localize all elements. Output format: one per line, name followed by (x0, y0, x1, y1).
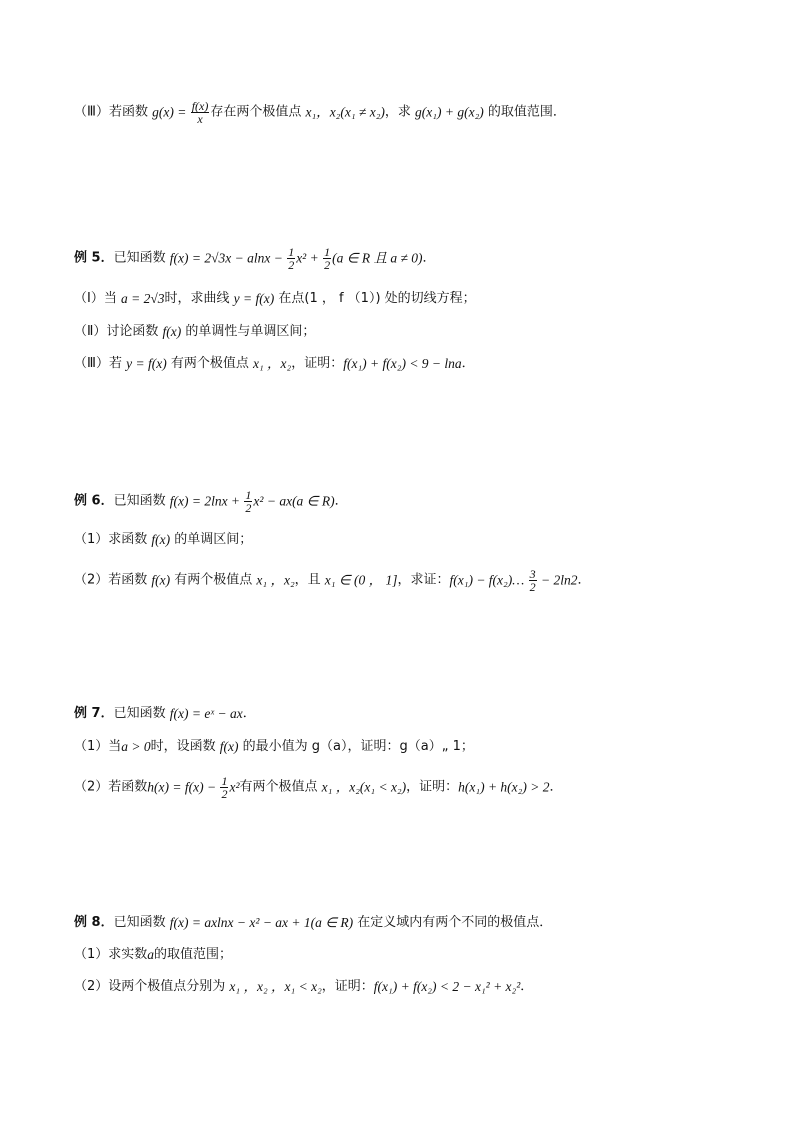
ex7-q2-end: ． (549, 779, 563, 795)
ex4-q3-x1: x₁， (305, 104, 330, 120)
ex6-q2-frac-den: 2 (529, 580, 536, 594)
ex6-q2-math: f(x) (151, 572, 171, 588)
ex4-q3-fraction (191, 100, 210, 125)
ex6-q2-b: 有两个极值点 (170, 572, 257, 588)
ex4-q3-prefix: （Ⅲ）若函数 (74, 104, 153, 120)
ex5-q1-math: a = 2√3 (120, 291, 165, 306)
ex7-q2-math2: h(x₁) + h(x₂) > 2 (458, 779, 550, 795)
ex7-q2-a: （2）若函数 (74, 779, 148, 795)
ex6-frac-num: 1 (245, 488, 252, 502)
ex5-stem (74, 246, 436, 271)
ex5-q1-b: 时，求曲线 (164, 291, 234, 306)
ex7-q2-b: 有两个极值点 (239, 779, 322, 795)
ex5-f-c: (a ∈ R 且 a ≠ 0) (332, 250, 423, 266)
ex5-frac1 (287, 246, 295, 271)
ex5-q3-math2: f(x₁) + f(x₂) < 9 − lna (343, 356, 462, 371)
ex6-q2-frac (529, 568, 537, 593)
ex8-f: f(x) = axlnx − x² − ax + 1(a ∈ R) (169, 915, 354, 930)
ex8-q2-end: ． (520, 979, 534, 994)
ex6-question-2 (74, 568, 591, 593)
ex4-q3-tail-b: 的取值范围． (483, 104, 566, 120)
ex4-q3-tail-a: ，求 (384, 104, 416, 120)
ex5-q3-c: ，证明： (291, 356, 344, 371)
ex4-q3-frac-den: x (197, 112, 203, 126)
ex7-q2-x: x₁ ，x₂(x₁ < x₂) (321, 779, 407, 795)
ex5-intro: 已知函数 (113, 250, 170, 266)
ex4-q3-frac-num: f(x) (191, 99, 209, 113)
ex7-q1-b: 时，设函数 (150, 739, 220, 754)
ex8-question-1 (74, 945, 232, 966)
ex6-q2-a: （2）若函数 (74, 572, 152, 588)
ex4-q3-mid: 存在两个极值点 (210, 104, 306, 120)
ex8-q2-b: ，证明： (321, 979, 374, 994)
ex5-label: 例 5． (74, 250, 114, 266)
ex6-q1-a: （1）求函数 (74, 532, 152, 547)
ex8-intro: 已知函数 (113, 915, 170, 930)
ex5-q1-a: （Ⅰ）当 (74, 291, 121, 306)
ex8-stem (74, 913, 552, 934)
ex7-intro: 已知函数 (113, 706, 170, 721)
ex6-q2-end: ． (577, 572, 591, 588)
ex6-q2-c: ，且 (294, 572, 325, 588)
ex4-q3-g-lhs: g(x) = (152, 104, 190, 120)
ex5-q1-curve: y = f(x) (233, 291, 275, 306)
ex6-f-b: x² − ax(a ∈ R) (253, 493, 335, 509)
ex6-q2-d: ，求证： (397, 572, 450, 588)
ex6-q1-math: f(x) (151, 532, 171, 547)
ex5-q3-a: （Ⅲ）若 (74, 356, 127, 371)
ex7-question-1 (74, 737, 474, 758)
ex8-q1-a: （1）求实数 (74, 947, 148, 962)
ex8-q1-b: 的取值范围； (154, 947, 233, 962)
ex6-q2-math2: f(x₁) − f(x₂)… (449, 572, 528, 588)
ex5-frac2 (323, 246, 331, 271)
ex6-label: 例 6． (74, 493, 114, 509)
ex7-q1-math2: f(x) (219, 739, 239, 754)
ex8-q2-math: f(x₁) + f(x₂) < 2 − x₁² + x₂² (373, 979, 521, 994)
ex6-q2-cond: x₁ ∈ (0 ， 1] (324, 572, 398, 588)
ex6-q2-e: − 2ln2 (537, 572, 578, 588)
ex5-q3-math1: y = f(x) (126, 356, 167, 371)
ex5-frac2-den: 2 (324, 258, 331, 272)
ex7-end: ． (242, 706, 256, 721)
ex7-q2-frac-den: 2 (221, 787, 228, 801)
ex5-q2-math: f(x) (162, 324, 182, 339)
ex5-question-3 (74, 354, 475, 375)
ex7-q2-math: h(x) = f(x) − (147, 779, 220, 795)
ex5-q2-a: （Ⅱ）讨论函数 (74, 324, 163, 339)
ex7-f: f(x) = eˣ − ax (169, 706, 243, 721)
ex8-q1-math: a (147, 947, 155, 962)
ex8-tail: 在定义域内有两个不同的极值点． (353, 915, 553, 930)
ex4-q3-expr: g(x₁) + g(x₂) (415, 104, 484, 120)
ex6-intro: 已知函数 (113, 493, 170, 509)
ex5-q1-c: 在点(1 ， f （1）) 处的切线方程； (274, 291, 476, 306)
ex5-question-2 (74, 322, 315, 343)
ex8-q2-a: （2）设两个极值点分别为 (74, 979, 230, 994)
ex4-q3-x2cond: x₂(x₁ ≠ x₂) (329, 104, 385, 120)
ex7-q1-math: a > 0 (121, 739, 151, 754)
ex7-q2-frac (220, 775, 228, 800)
ex5-q3-d: ． (461, 356, 475, 371)
ex6-frac (244, 489, 252, 514)
ex6-q1-b: 的单调区间； (170, 532, 253, 547)
ex5-q2-b: 的单调性与单调区间； (181, 324, 316, 339)
ex6-q2-x: x₁ ，x₂ (256, 572, 295, 588)
ex5-q3-b: 有两个极值点 (166, 356, 253, 371)
ex6-q2-frac-num: 3 (529, 567, 536, 581)
ex7-label: 例 7． (74, 706, 114, 721)
ex5-f-b: x² + (296, 250, 323, 266)
ex7-q2-math-b: x² (229, 779, 240, 795)
ex6-end: ． (334, 493, 348, 509)
ex5-end: ． (422, 250, 436, 266)
ex8-q2-x: x₁ ，x₂ ，x₁ < x₂ (229, 979, 322, 994)
ex8-question-2 (74, 977, 533, 998)
ex7-stem (74, 704, 256, 725)
ex5-frac1-den: 2 (288, 258, 295, 272)
ex7-q2-frac-num: 1 (221, 774, 228, 788)
ex7-question-2 (74, 775, 562, 800)
ex5-question-1 (74, 289, 476, 310)
ex7-q2-c: ，证明： (406, 779, 459, 795)
ex6-frac-den: 2 (245, 501, 252, 515)
ex7-q1-a: （1）当 (74, 739, 122, 754)
ex4-question-3 (74, 100, 566, 125)
ex6-question-1 (74, 530, 252, 551)
ex8-label: 例 8． (74, 915, 114, 930)
ex5-f-a: f(x) = 2√3x − alnx − (169, 250, 287, 266)
ex5-frac2-num: 1 (324, 245, 331, 259)
ex6-stem (74, 489, 348, 514)
ex7-q1-c: 的最小值为 g（a），证明：g（a）„ 1； (238, 739, 474, 754)
ex6-f-a: f(x) = 2lnx + (169, 493, 244, 509)
ex5-frac1-num: 1 (288, 245, 295, 259)
ex5-q3-x: x₁ ，x₂ (252, 356, 292, 371)
